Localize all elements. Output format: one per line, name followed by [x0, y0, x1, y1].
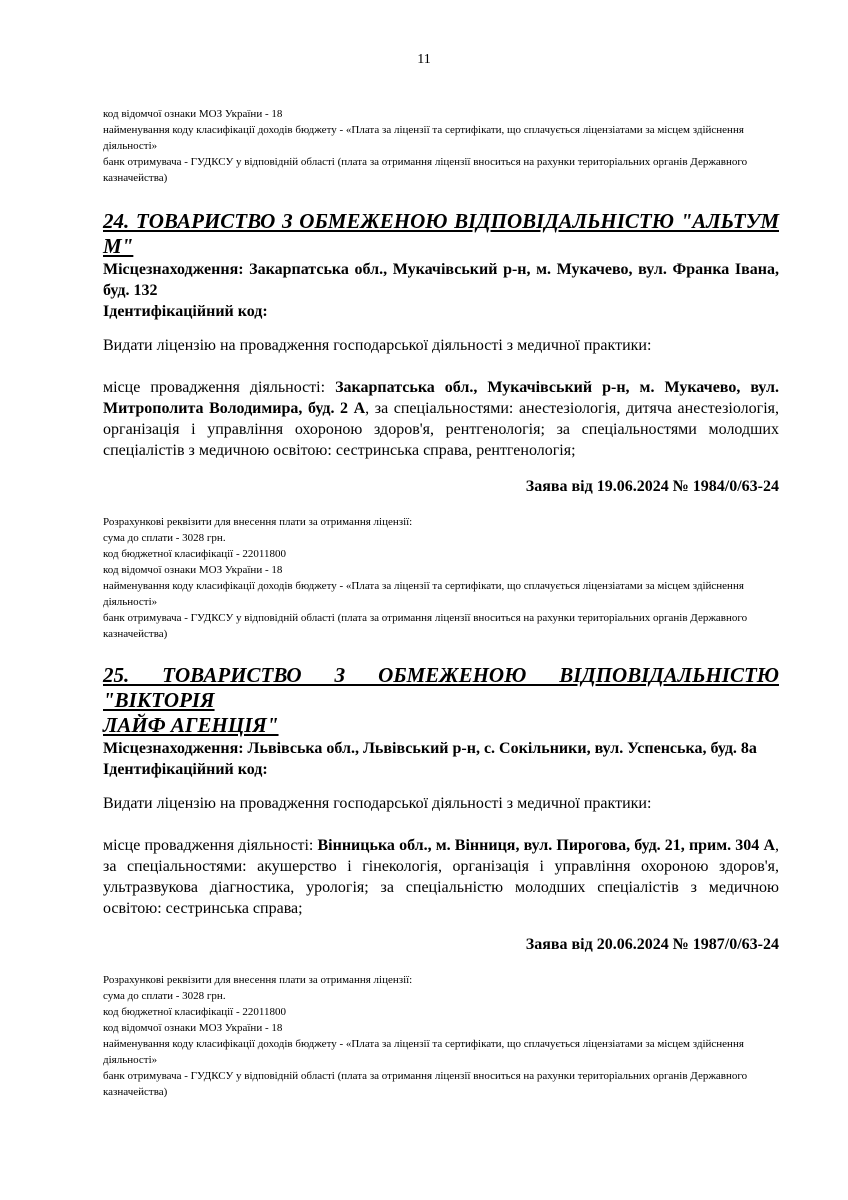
- requisite-line: банк отримувача - ГУДКСУ у відповідній області (плата за отримання ліцензії вноситься на рахунки територіальних органів Державного казначейства): [103, 1070, 748, 1098]
- organization-title-line: ЛАЙФ АГЕНЦІЯ": [103, 713, 279, 737]
- application-reference: Заява від 19.06.2024 № 1984/0/63-24: [525, 478, 779, 495]
- requisite-line: сума до сплати - 3028 грн.: [103, 532, 226, 544]
- activity-place-prefix: місце провадження діяльності:: [103, 837, 318, 854]
- page-number: 11: [417, 52, 431, 67]
- organization-location: Місцезнаходження: Львівська обл., Львівський р-н, с. Сокільники, вул. Успенська, буд. 8а: [103, 740, 757, 757]
- activity-place-address: Закарпатська обл., Мукачівський р-н, м. Мукачево, вул. Митрополита Володимира, буд. 2 А: [103, 379, 779, 417]
- payment-requisites: [103, 972, 779, 1100]
- activity-place: [103, 835, 779, 919]
- requisite-line: найменування коду класифікації доходів бюджету - «Плата за ліцензії та сертифікати, що сплачується ліцензіатами за місцем здійснення діяльності»: [103, 580, 744, 608]
- license-entry: [103, 209, 779, 642]
- requisite-line: код відомчої ознаки МОЗ України - 18: [103, 1022, 283, 1034]
- activity-place-address: Вінницька обл., м. Вінниця, вул. Пирогова, буд. 21, прим. 304 А: [317, 837, 775, 854]
- requisite-line: Розрахункові реквізити для внесення плати за отримання ліцензії:: [103, 516, 413, 528]
- payment-requisites-continued: [103, 106, 779, 186]
- activity-place: [103, 377, 779, 461]
- organization-location: Місцезнаходження: Закарпатська обл., Мукачівський р-н, м. Мукачево, вул. Франка Івана, буд. 132: [103, 261, 779, 299]
- requisite-line: сума до сплати - 3028 грн.: [103, 990, 226, 1002]
- application-reference: Заява від 20.06.2024 № 1987/0/63-24: [525, 936, 779, 953]
- requisite-line: код бюджетної класифікації - 22011800: [103, 548, 286, 560]
- activity-place-specialties: , за спеціальностями: акушерство і гінекологія, організація і управління охороною здоров'я, ультразвукова діагностика, урологія; за спеціальністю молодших спеціалістів з медичною освітою: сестринська справа;: [103, 837, 779, 917]
- requisite-line: Розрахункові реквізити для внесення плати за отримання ліцензії:: [103, 974, 413, 986]
- identification-code: Ідентифікаційний код:: [103, 303, 268, 320]
- license-issue-text: Видати ліцензію на провадження господарської діяльності з медичної практики:: [103, 337, 652, 354]
- payment-requisites: [103, 514, 779, 642]
- organization-title: [103, 209, 779, 259]
- requisite-line: код бюджетної класифікації - 22011800: [103, 1006, 286, 1018]
- requisite-line: банк отримувача - ГУДКСУ у відповідній області (плата за отримання ліцензії вноситься на рахунки територіальних органів Державного казначейства): [103, 612, 748, 640]
- requisite-line: банк отримувача - ГУДКСУ у відповідній області (плата за отримання ліцензії вноситься на рахунки територіальних органів Державного казначейства): [103, 156, 748, 184]
- activity-place-specialties: , за спеціальностями: анестезіологія, дитяча анестезіологія, організація і управління охороною здоров'я, рентгенологія; за спеціальностями молодших спеціалістів з медичною освітою: сестринська справа, рентгенологія;: [103, 400, 780, 459]
- requisite-line: код відомчої ознаки МОЗ України - 18: [103, 108, 283, 120]
- organization-title-line: 24. ТОВАРИСТВО З ОБМЕЖЕНОЮ ВІДПОВІДАЛЬНІСТЮ "АЛЬТУМ М": [103, 209, 779, 258]
- requisite-line: найменування коду класифікації доходів бюджету - «Плата за ліцензії та сертифікати, що сплачується ліцензіатами за місцем здійснення діяльності»: [103, 124, 744, 152]
- identification-code: Ідентифікаційний код:: [103, 761, 268, 778]
- page-content: [103, 106, 779, 1100]
- activity-place-prefix: місце провадження діяльності:: [103, 379, 336, 396]
- license-entry: [103, 663, 779, 1100]
- requisite-line: код відомчої ознаки МОЗ України - 18: [103, 564, 283, 576]
- organization-title-line: 25. ТОВАРИСТВО З ОБМЕЖЕНОЮ ВІДПОВІДАЛЬНІСТЮ "ВІКТОРІЯ: [103, 663, 779, 712]
- license-issue-text: Видати ліцензію на провадження господарської діяльності з медичної практики:: [103, 795, 652, 812]
- requisite-line: найменування коду класифікації доходів бюджету - «Плата за ліцензії та сертифікати, що сплачується ліцензіатами за місцем здійснення діяльності»: [103, 1038, 744, 1066]
- organization-title: [103, 663, 779, 738]
